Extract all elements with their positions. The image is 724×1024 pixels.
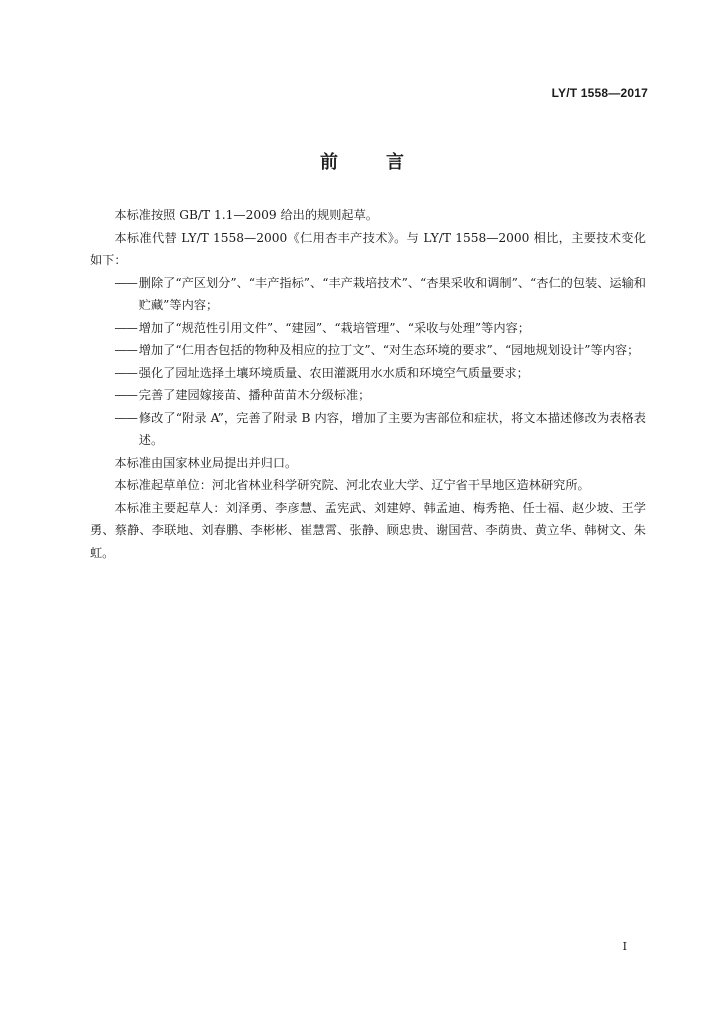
list-dash: —— <box>114 343 137 357</box>
list-item-text: 删除了“产区划分”、“丰产指标”、“丰产栽培技术”、“杏果采收和调制”、“杏仁的包装、运输和贮藏”等内容； <box>138 275 646 312</box>
paragraph-drafters: 本标准主要起草人：刘泽勇、李彦慧、孟宪武、刘建婷、韩孟迪、梅秀艳、任士福、赵少坡、王学勇、蔡静、李联地、刘春鹏、李彬彬、崔慧霄、张静、顾忠贵、谢国营、李荫贵、黄立华、韩树文、朱虹。 <box>90 500 646 560</box>
standard-code: LY/T 1558—2017 <box>551 86 648 100</box>
list-item-text: 完善了建园嫁接苗、播种苗苗木分级标准； <box>138 388 371 402</box>
list-item <box>114 407 646 452</box>
list-item <box>114 384 646 407</box>
list-dash: —— <box>114 388 137 402</box>
list-item <box>114 362 646 385</box>
list-item-text: 增加了“规范性引用文件”、“建园”、“栽培管理”、“采收与处理”等内容； <box>138 320 530 335</box>
list-dash: —— <box>114 365 137 380</box>
paragraph-drafting-units: 本标准起草单位：河北省林业科学研究院、河北农业大学、辽宁省干旱地区造林研究所。 <box>114 478 590 492</box>
list-dash: —— <box>114 320 137 335</box>
list-item-text: 增加了“仁用杏包括的物种及相应的拉丁文”、“对生态环境的要求”、“园地规划设计”等内容； <box>138 343 640 357</box>
list-item-text: 强化了园址选择土壤环境质量、农田灌溉用水水质和环境空气质量要求； <box>138 365 529 380</box>
paragraph-replacement: 本标准代替 LY/T 1558—2000《仁用杏丰产技术》。与 LY/T 1558—2000 相比，主要技术变化如下： <box>90 230 646 267</box>
list-item <box>114 272 646 317</box>
foreword-body <box>90 204 646 564</box>
page-title: 前言 <box>320 152 452 173</box>
changes-list <box>90 272 646 452</box>
list-item <box>114 317 646 340</box>
list-dash: —— <box>114 275 137 290</box>
page-number: I <box>622 940 627 953</box>
list-item <box>114 339 646 362</box>
list-dash: —— <box>114 410 137 425</box>
list-item-text: 修改了“附录 A”，完善了附录 B 内容，增加了主要为害部位和症状，将文本描述修改为表格表述。 <box>138 410 646 447</box>
paragraph-drafting-rules: 本标准按照 GB/T 1.1—2009 给出的规则起草。 <box>114 208 378 222</box>
paragraph-proposer: 本标准由国家林业局提出并归口。 <box>114 455 298 470</box>
